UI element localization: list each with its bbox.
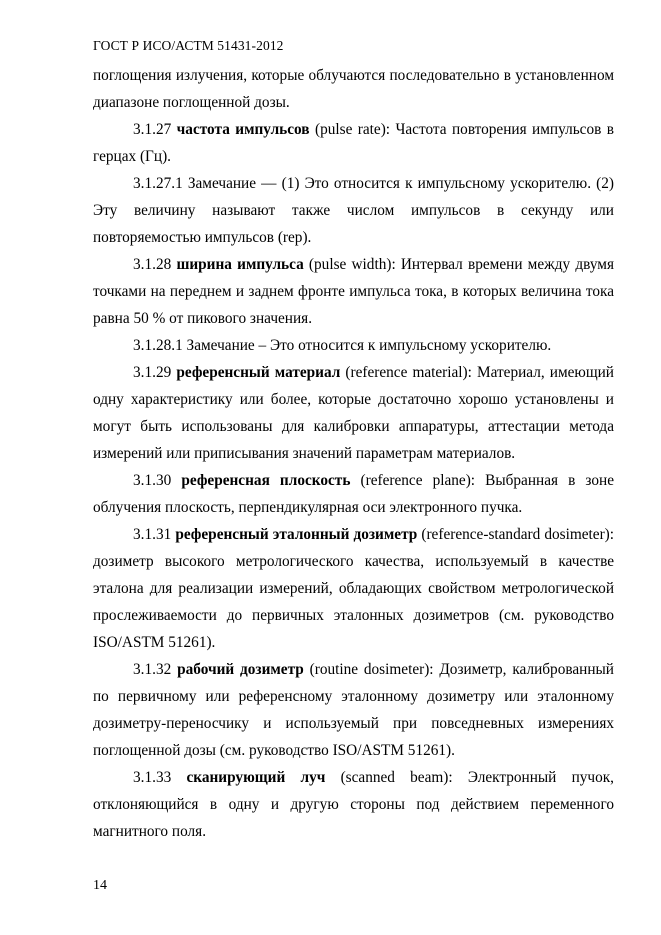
document-body <box>93 62 614 845</box>
definition-3-1-29 <box>93 359 614 467</box>
clause-number: 3.1.31 <box>133 526 172 543</box>
note-3-1-27-1: 3.1.27.1 Замечание — (1) Это относится к импульсному ускорителю. (2) Эту величину называют также числом импульсов в секунду или повторяемостью импульсов (rep). <box>93 175 614 246</box>
term: ширина импульса <box>176 256 304 273</box>
clause-number: 3.1.27 <box>133 121 172 138</box>
definition-3-1-31 <box>93 521 614 656</box>
clause-number: 3.1.28 <box>133 256 172 273</box>
definition-text: (reference material): Материал, имеющий одну характеристику или более, которые достаточно хорошо установлены и могут быть использованы для калибровки аппаратуры, аттестации метода измерений или приписывания значений параметрам материалов. <box>93 364 614 462</box>
term: референсный материал <box>176 364 341 381</box>
clause-number: 3.1.30 <box>133 472 172 489</box>
definition-3-1-33 <box>93 764 614 845</box>
definition-text: (reference plane): Выбранная в зоне облучения плоскость, перпендикулярная оси электронного пучка. <box>93 472 615 516</box>
definition-text: (pulse width): Интервал времени между двумя точками на переднем и заднем фронте импульса тока, в которых величина тока равна 50 % от пикового значения. <box>93 256 614 327</box>
document-header: ГОСТ Р ИСО/АСТМ 51431-2012 <box>93 38 284 53</box>
term: референсная плоскость <box>181 472 351 489</box>
definition-text: (reference-standard dosimeter): дозиметр высокого метрологического качества, используемый в качестве эталона для реализации измерений, обладающих свойством метрологической прослеживаемости до первичных эталонных дозиметров (см. руководство ISO/ASTM 51261). <box>93 526 615 651</box>
definition-text: (scanned beam): Электронный пучок, отклоняющийся в одну и другую стороны под действием переменного магнитного поля. <box>93 769 615 840</box>
paragraph-continuation: поглощения излучения, которые облучаются последовательно в установленном диапазоне поглощенной дозы. <box>93 67 614 111</box>
note-3-1-28-1: 3.1.28.1 Замечание – Это относится к импульсному ускорителю. <box>133 337 552 354</box>
definition-3-1-27 <box>93 116 614 170</box>
definition-text: (routine dosimeter): Дозиметр, калиброванный по первичному или референсному эталонному дозиметру или эталонному дозиметру-переносчику и используемый при повседневных измерениях поглощенной дозы (см. руководство ISO/ASTM 51261). <box>93 661 614 759</box>
term: частота импульсов <box>176 121 310 138</box>
definition-3-1-30 <box>93 467 614 521</box>
page-number: 14 <box>93 878 107 893</box>
term: сканирующий луч <box>186 769 326 786</box>
definition-text: (pulse rate): Частота повторения импульсов в герцах (Гц). <box>93 121 614 165</box>
term: референсный эталонный дозиметр <box>175 526 418 543</box>
definition-3-1-32 <box>93 656 614 764</box>
clause-number: 3.1.33 <box>133 769 172 786</box>
term: рабочий дозиметр <box>177 661 304 678</box>
definition-3-1-28 <box>93 251 614 332</box>
clause-number: 3.1.32 <box>133 661 172 678</box>
clause-number: 3.1.29 <box>133 364 172 381</box>
